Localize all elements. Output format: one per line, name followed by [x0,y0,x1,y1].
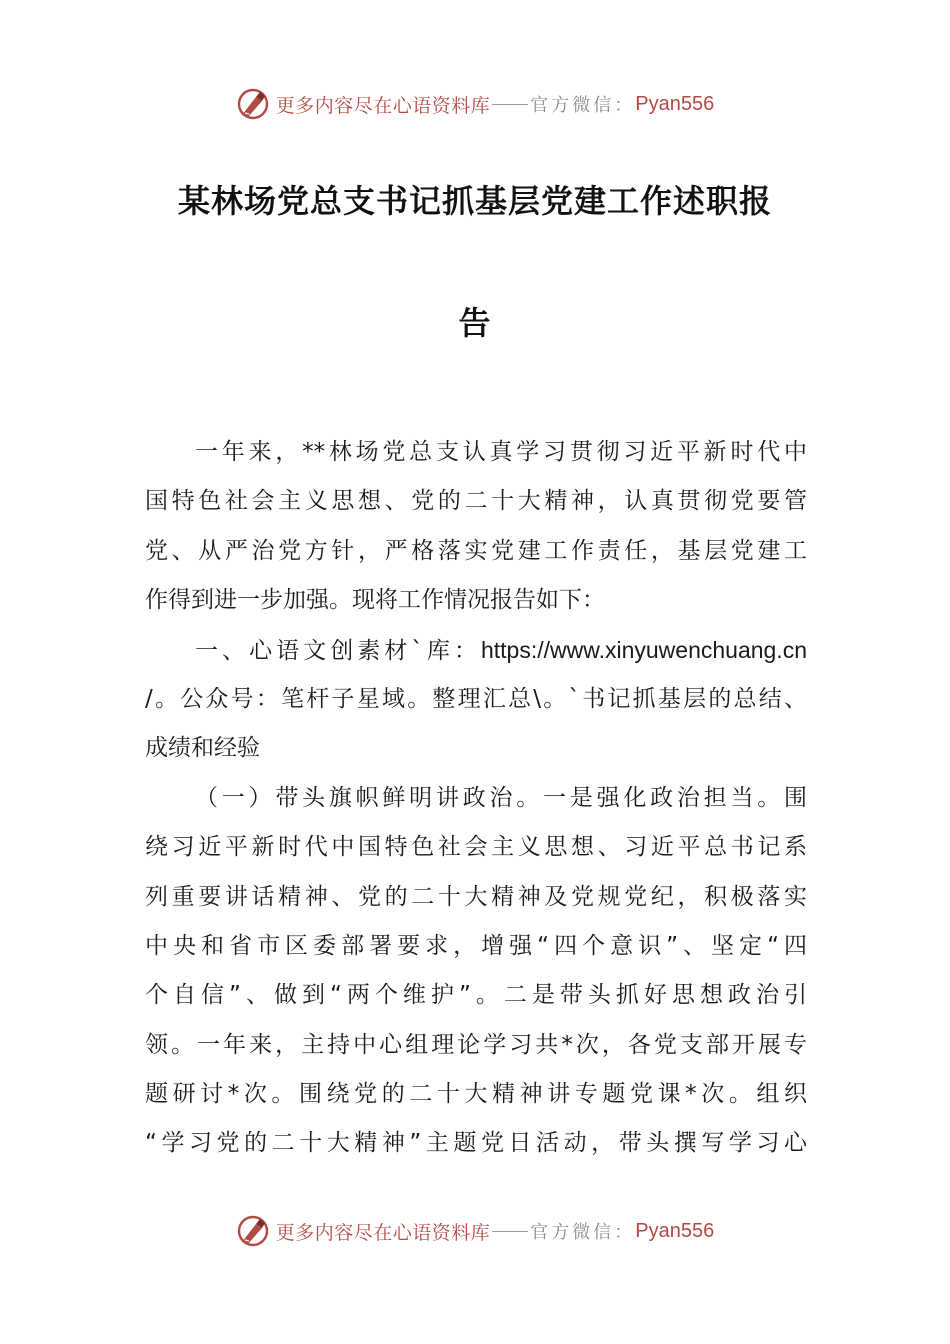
footer-watermark-banner [0,1211,950,1251]
paragraph-line: （一）带头旗帜鲜明讲政治。一是强化政治担当。围 [195,784,807,811]
paragraph-line: 中央和省市区委部署要求，增强“四个意识”、坚定“四 [145,932,807,959]
banner-official-label: 官方微信： [530,1222,636,1243]
banner-dash [492,1231,528,1232]
section-heading-prefix: 一、心语文创素材`库： [195,637,481,664]
paragraph-line: 列重要讲话精神、党的二十大精神及党规党纪，积极落实 [145,883,807,910]
banner-main-text: 更多内容尽在心语资料库 [275,1221,491,1244]
paragraph-line: 领。一年来，主持中心组理论学习共*次，各党支部开展专 [145,1031,807,1058]
banner-official-label: 官方微信： [530,95,636,116]
banner-dash [492,104,528,105]
section-heading-line [145,626,807,675]
section-heading-line: /。公众号：笔杆子星域。整理汇总\。`书记抓基层的总结、 [145,685,807,712]
paragraph-line: 作得到进一步加强。现将工作情况报告如下： [145,587,605,614]
document-title-line1: 某林场党总支书记抓基层党建工作述职报 [177,182,772,220]
section-heading-line: 成绩和经验 [145,735,260,762]
banner-main-text: 更多内容尽在心语资料库 [275,94,491,117]
paragraph-line: 个自信”、做到“两个维护”。二是带头抓好思想政治引 [145,982,807,1009]
header-watermark-banner [0,84,950,124]
paragraph-line: 国特色社会主义思想、党的二十大精神，认真贯彻党要管 [145,488,807,515]
paragraph-line: “学习党的二十大精神”主题党日活动，带头撰写学习心 [145,1130,807,1157]
document-title-line2: 告 [458,304,492,342]
paragraph-line: 绕习近平新时代中国特色社会主义思想、习近平总书记系 [145,834,807,861]
paragraph-line: 党、从严治党方针，严格落实党建工作责任，基层党建工 [145,537,807,564]
pen-nib-logo-icon [236,87,270,121]
banner-wechat-id: Pyan556 [635,1219,715,1242]
document-body [145,428,807,1169]
paragraph-line: 题研讨*次。围绕党的二十大精神讲专题党课*次。组织 [145,1081,807,1108]
source-url-text: https://www.xinyuwenchuang.cn [480,636,807,663]
banner-wechat-id: Pyan556 [635,92,715,115]
pen-nib-logo-icon [236,1214,270,1248]
paragraph-line: 一年来，**林场党总支认真学习贯彻习近平新时代中 [195,439,807,465]
